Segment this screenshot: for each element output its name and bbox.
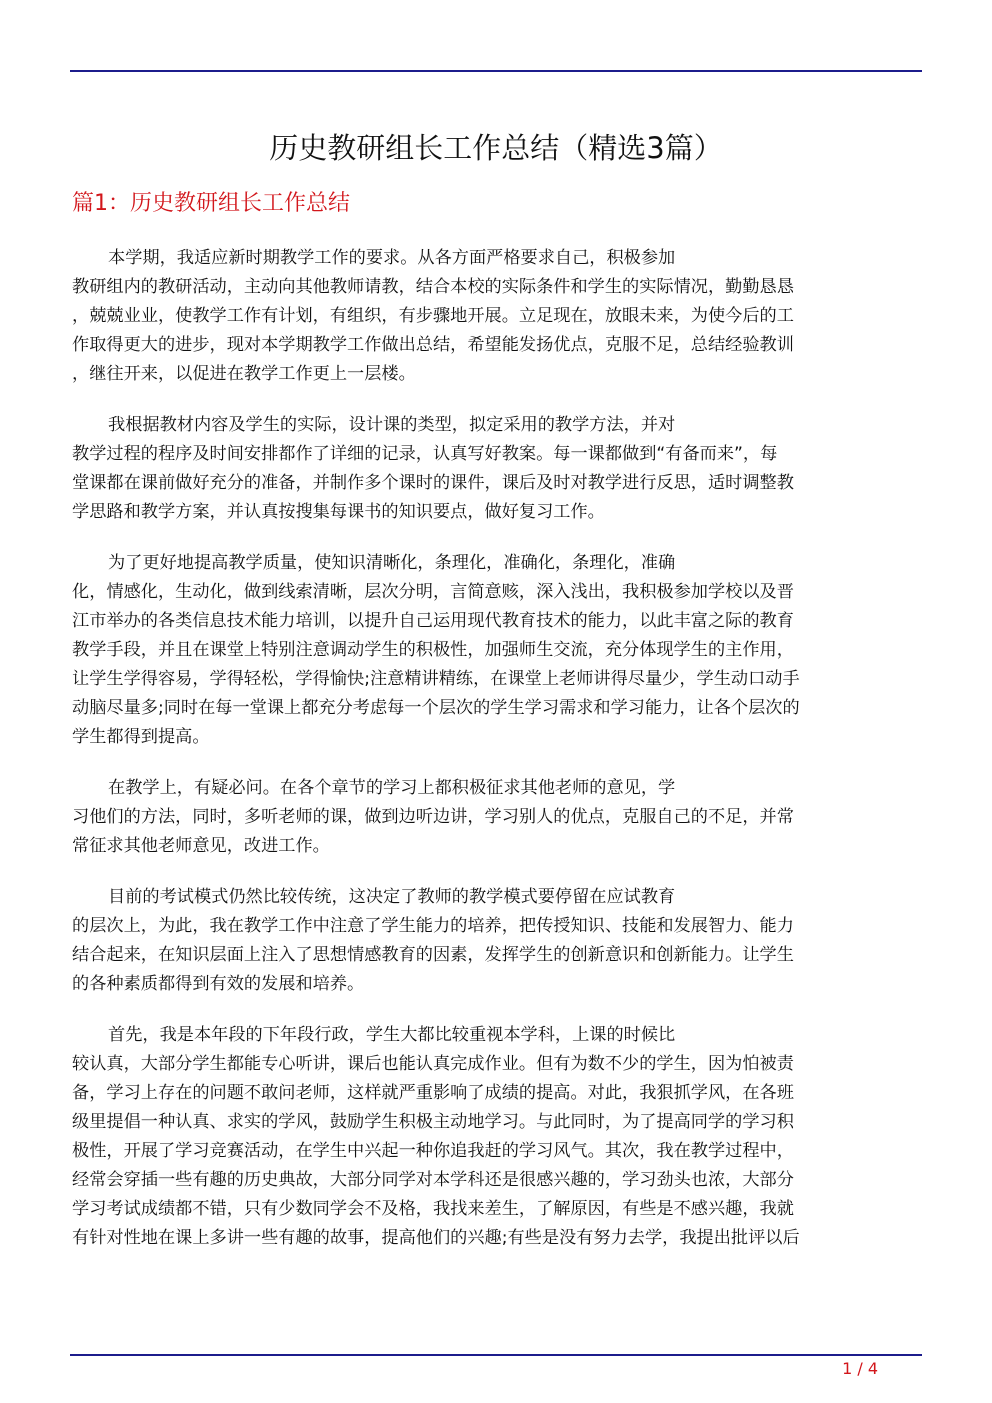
text-line: 教学手段，并且在课堂上特别注意调动学生的积极性，加强师生交流，充分体现学生的主作用， <box>72 640 794 660</box>
paragraph <box>72 1021 918 1253</box>
header-rule <box>70 70 922 72</box>
section-heading: 篇1：历史教研组长工作总结 <box>72 191 350 216</box>
text-line: 结合起来，在知识层面上注入了思想情感教育的因素，发挥学生的创新意识和创新能力。让学生 <box>72 945 794 965</box>
document-body <box>72 244 918 1275</box>
text-line: 为了更好地提高教学质量，使知识清晰化，条理化，准确化，条理化，准确 <box>108 553 676 573</box>
text-line: 堂课都在课前做好充分的准备，并制作多个课时的课件，课后及时对教学进行反思，适时调整教 <box>72 473 794 493</box>
text-line: 江市举办的各类信息技术能力培训，以提升自己运用现代教育技术的能力，以此丰富之际的教育 <box>72 611 794 631</box>
paragraph <box>72 244 918 389</box>
text-line: 目前的考试模式仍然比较传统，这决定了教师的教学模式要停留在应试教育 <box>108 887 676 907</box>
footer-rule <box>70 1354 922 1356</box>
paragraph <box>72 549 918 752</box>
paragraph <box>72 774 918 861</box>
text-line: 学思路和教学方案，并认真按搜集每课书的知识要点，做好复习工作。 <box>72 502 605 522</box>
text-line: 备，学习上存在的问题不敢问老师，这样就严重影响了成绩的提高。对此，我狠抓学风，在各班 <box>72 1083 794 1103</box>
text-line: 在教学上，有疑必问。在各个章节的学习上都积极征求其他老师的意见，学 <box>108 778 676 798</box>
page-number: 1 / 4 <box>842 1359 878 1378</box>
text-line: 化，情感化，生动化，做到线索清晰，层次分明，言简意赅，深入浅出，我积极参加学校以及晋 <box>72 582 794 602</box>
text-line: 级里提倡一种认真、求实的学风，鼓励学生积极主动地学习。与此同时，为了提高同学的学习积 <box>72 1112 794 1132</box>
text-line: 有针对性地在课上多讲一些有趣的故事，提高他们的兴趣;有些是没有努力去学，我提出批评以后 <box>72 1228 800 1248</box>
text-line: 动脑尽量多;同时在每一堂课上都充分考虑每一个层次的学生学习需求和学习能力，让各个层次的 <box>72 698 800 718</box>
text-line: 较认真，大部分学生都能专心听讲，课后也能认真完成作业。但有为数不少的学生，因为怕被责 <box>72 1054 794 1074</box>
text-line: 常征求其他老师意见，改进工作。 <box>72 836 330 856</box>
document-title: 历史教研组长工作总结（精选3篇） <box>269 131 723 165</box>
text-line: 习他们的方法，同时，多听老师的课，做到边听边讲，学习别人的优点，克服自己的不足，并常 <box>72 807 794 827</box>
text-line: ，兢兢业业，使教学工作有计划，有组织，有步骤地开展。立足现在，放眼未来，为使今后的工 <box>72 306 794 326</box>
text-line: 教学过程的程序及时间安排都作了详细的记录，认真写好教案。每一课都做到“有备而来”，每 <box>72 444 778 464</box>
text-line: 的层次上，为此，我在教学工作中注意了学生能力的培养，把传授知识、技能和发展智力、能力 <box>72 916 794 936</box>
text-line: 本学期，我适应新时期教学工作的要求。从各方面严格要求自己，积极参加 <box>108 248 676 268</box>
text-line: 的各种素质都得到有效的发展和培养。 <box>72 974 365 994</box>
text-line: 学生都得到提高。 <box>72 727 210 747</box>
text-line: 我根据教材内容及学生的实际，设计课的类型，拟定采用的教学方法，并对 <box>108 415 676 435</box>
text-line: 首先，我是本年段的下年段行政，学生大都比较重视本学科，上课的时候比 <box>108 1025 676 1045</box>
text-line: 经常会穿插一些有趣的历史典故，大部分同学对本学科还是很感兴趣的，学习劲头也浓，大部分 <box>72 1170 794 1190</box>
text-line: 极性，开展了学习竞赛活动，在学生中兴起一种你追我赶的学习风气。其次，我在教学过程中， <box>72 1141 794 1161</box>
text-line: 教研组内的教研活动，主动向其他教师请教，结合本校的实际条件和学生的实际情况，勤勤恳恳 <box>72 277 794 297</box>
text-line: 学习考试成绩都不错，只有少数同学会不及格，我找来差生，了解原因，有些是不感兴趣，我就 <box>72 1199 794 1219</box>
paragraph <box>72 883 918 999</box>
text-line: 作取得更大的进步，现对本学期教学工作做出总结，希望能发扬优点，克服不足，总结经验教训 <box>72 335 794 355</box>
text-line: ，继往开来，以促进在教学工作更上一层楼。 <box>72 364 416 384</box>
paragraph <box>72 411 918 527</box>
text-line: 让学生学得容易，学得轻松，学得愉快;注意精讲精练，在课堂上老师讲得尽量少，学生动口动手 <box>72 669 800 689</box>
